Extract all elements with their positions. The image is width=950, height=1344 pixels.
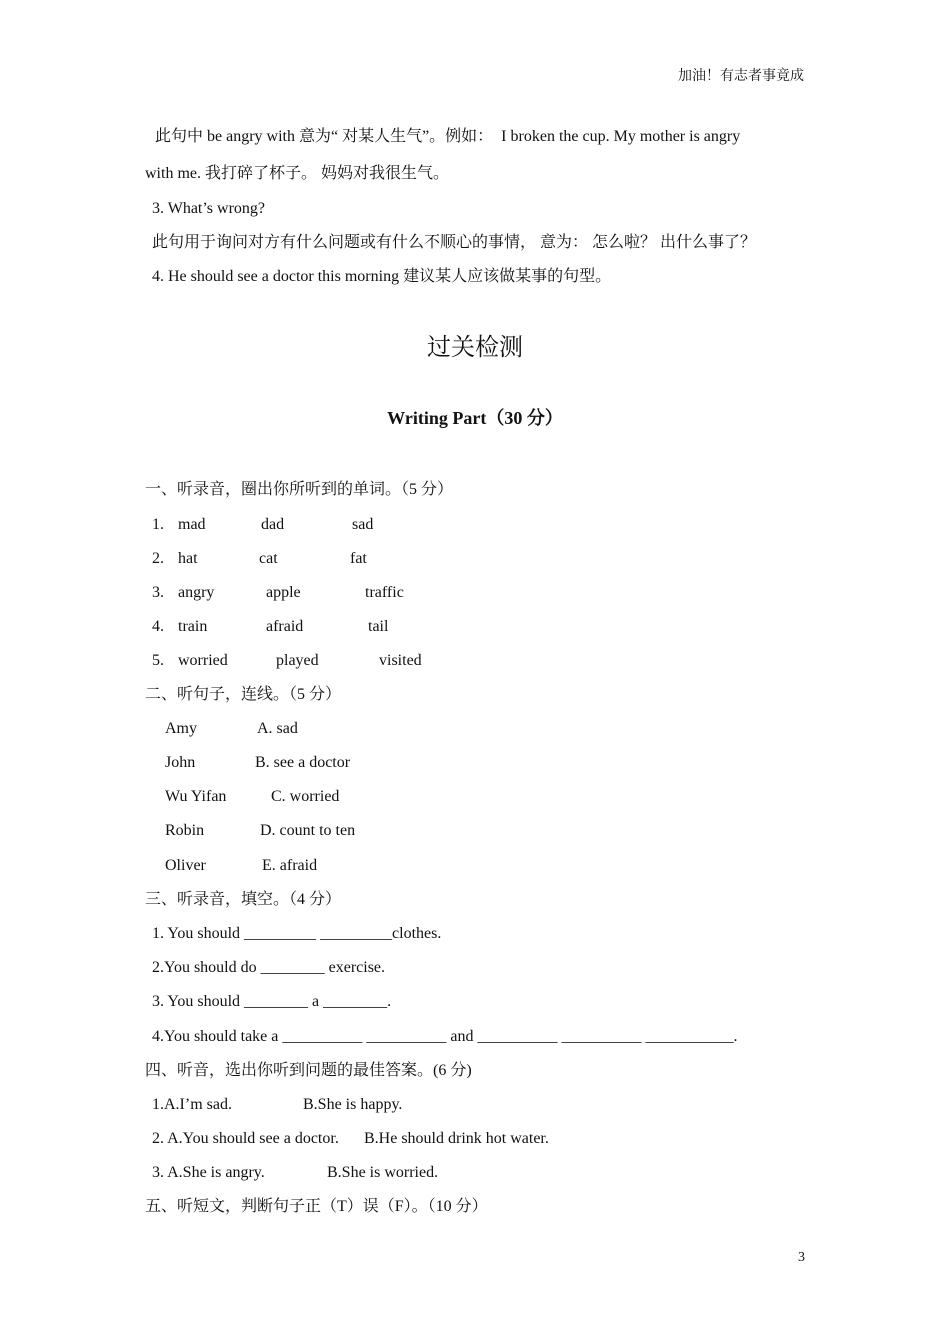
section-1-title: 一、听录音，圈出你所听到的单词。（5 分） [145, 481, 454, 498]
answer-option-a: 1.A.I’m sad. [152, 1096, 232, 1113]
word-option: fat [350, 550, 367, 567]
item-number: 2. [152, 550, 164, 567]
fill-blank-line: 2.You should do ________ exercise. [152, 959, 386, 976]
match-option: E. afraid [262, 857, 318, 874]
match-option: A. sad [257, 720, 298, 737]
header-motto: 加油！有志者事竟成 [678, 69, 804, 84]
fill-blank-line: 3. You should ________ a ________. [152, 993, 392, 1010]
note-line-1: 此句中 be angry with 意为“ 对某人生气”。例如： I broken the cup. My mother is angry [155, 128, 741, 145]
match-name: Oliver [165, 857, 206, 874]
word-option: worried [178, 652, 228, 669]
word-option: angry [178, 584, 215, 601]
word-option: hat [178, 550, 198, 567]
match-name: Amy [165, 720, 197, 737]
answer-option-b: B.He should drink hot water. [364, 1130, 549, 1147]
section-3-title: 三、听录音，填空。（4 分） [145, 891, 342, 908]
page-number: 3 [798, 1250, 805, 1265]
answer-option-a: 3. A.She is angry. [152, 1164, 265, 1181]
fill-blank-line: 4.You should take a __________ __________ and __________ __________ ___________. [152, 1028, 738, 1045]
match-option: D. count to ten [260, 822, 356, 839]
note-line-3: 3. What’s wrong? [152, 200, 266, 217]
match-name: John [165, 754, 196, 771]
section-4-title: 四、听音，选出你听到问题的最佳答案。(6 分) [145, 1062, 472, 1079]
match-option: C. worried [271, 788, 340, 805]
match-name: Robin [165, 822, 205, 839]
part-title: Writing Part（30 分） [387, 408, 563, 428]
word-option: afraid [266, 618, 304, 635]
word-option: visited [379, 652, 422, 669]
word-option: train [178, 618, 208, 635]
word-option: sad [352, 516, 374, 533]
match-name: Wu Yifan [165, 788, 227, 805]
word-option: played [276, 652, 319, 669]
answer-option-b: B.She is worried. [327, 1164, 439, 1181]
item-number: 4. [152, 618, 164, 635]
word-option: mad [178, 516, 206, 533]
word-option: apple [266, 584, 301, 601]
note-line-4: 此句用于询问对方有什么问题或有什么不顺心的事情， 意为： 怎么啦？ 出什么事了？ [152, 234, 757, 251]
note-line-2: with me. 我打碎了杯子。 妈妈对我很生气。 [145, 165, 449, 182]
match-option: B. see a doctor [255, 754, 351, 771]
section-2-title: 二、听句子，连线。（5 分） [145, 686, 342, 703]
word-option: tail [368, 618, 389, 635]
item-number: 5. [152, 652, 164, 669]
note-line-5: 4. He should see a doctor this morning 建议某人应该做某事的句型。 [152, 268, 612, 285]
test-title: 过关检测 [427, 335, 523, 361]
fill-blank-line: 1. You should _________ _________clothes. [152, 925, 442, 942]
item-number: 1. [152, 516, 164, 533]
answer-option-a: 2. A.You should see a doctor. [152, 1130, 339, 1147]
word-option: traffic [365, 584, 404, 601]
word-option: cat [259, 550, 278, 567]
word-option: dad [261, 516, 285, 533]
answer-option-b: B.She is happy. [303, 1096, 403, 1113]
item-number: 3. [152, 584, 164, 601]
section-5-title: 五、听短文，判断句子正（T）误（F）。（10 分） [145, 1198, 488, 1215]
